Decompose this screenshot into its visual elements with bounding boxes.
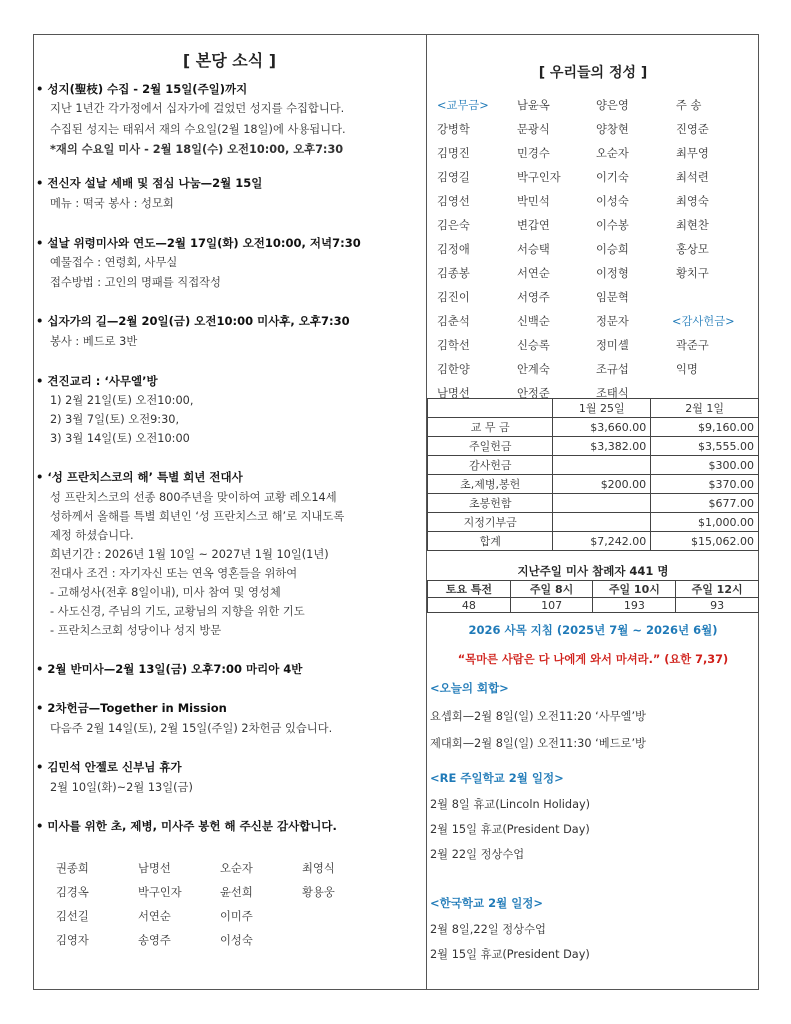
contributor-name: 민경수 xyxy=(517,147,550,160)
table-row xyxy=(428,437,759,456)
re-schedule-line: 2월 8일 휴교(Lincoln Holiday) xyxy=(430,798,591,811)
donor-name: 황용웅 xyxy=(302,886,335,899)
table-cell: 93 xyxy=(676,598,759,613)
news-line: 예물접수 : 연령회, 사무실 xyxy=(50,256,178,269)
contributor-name: 조태식 xyxy=(596,387,629,400)
contributor-name: 안정준 xyxy=(517,387,550,400)
contributor-name: 최현찬 xyxy=(676,219,709,232)
news-line: 제정 하셨습니다. xyxy=(50,529,134,542)
news-line: 봉사 : 베드로 3반 xyxy=(50,335,138,348)
news-line: 성하께서 올해를 특별 희년인 ‘성 프란치스코 해’로 지내도록 xyxy=(50,510,345,523)
news-line: - 사도신경, 주님의 기도, 교황님의 지향을 위한 기도 xyxy=(50,605,305,618)
offerings-title: [ 우리들의 정성 ] xyxy=(538,65,648,81)
table-header-cell: 1월 25일 xyxy=(553,399,651,418)
contributor-name: 오순자 xyxy=(596,147,629,160)
table-cell: $7,242.00 xyxy=(553,532,651,551)
news-line: 지난 1년간 각가정에서 십자가에 걸었던 성지를 수집합니다. xyxy=(50,102,345,115)
korean-schedule-line: 2월 8일,22일 정상수업 xyxy=(430,923,546,936)
contributor-name: 조규섭 xyxy=(596,363,629,376)
donor-name: 송영주 xyxy=(138,934,171,947)
news-heading: • 전신자 설날 세배 및 점심 나눔—2월 15일 xyxy=(36,176,263,190)
donor-name: 박구인자 xyxy=(138,886,182,899)
pastoral-motto: “목마른 사람은 다 나에게 와서 마셔라.” (요한 7,37) xyxy=(457,653,729,666)
contributor-name: 최석련 xyxy=(676,171,709,184)
news-line: 접수방법 : 고인의 명패를 직접작성 xyxy=(50,276,221,289)
news-heading: • 설날 위령미사와 연도—2월 17일(화) 오전10:00, 저녁7:30 xyxy=(36,236,361,250)
table-row xyxy=(428,494,759,513)
contributor-name: 김한양 xyxy=(437,363,470,376)
news-heading: • 견진교리 : ‘사무엘’방 xyxy=(36,374,158,388)
table-cell: $677.00 xyxy=(651,494,759,513)
contributor-name: 김명진 xyxy=(437,147,470,160)
news-line: - 프란치스코회 성당이나 성지 방문 xyxy=(50,624,222,637)
pastoral-guideline-title: 2026 사목 지침 (2025년 7월 ~ 2026년 6월) xyxy=(468,623,718,637)
table-cell: $3,555.00 xyxy=(651,437,759,456)
donor-name: 이성숙 xyxy=(220,934,253,947)
contributor-name: 이기숙 xyxy=(596,171,629,184)
contributor-name: 안계숙 xyxy=(517,363,550,376)
contributor-name: 김영길 xyxy=(437,171,470,184)
news-line: 1) 2월 21일(토) 오전10:00, xyxy=(50,394,194,407)
table-header-cell: 토요 특전 xyxy=(428,581,511,598)
contributor-name: 김진이 xyxy=(437,291,470,304)
table-cell: $15,062.00 xyxy=(651,532,759,551)
table-row xyxy=(428,456,759,475)
donor-name: 남명선 xyxy=(138,862,171,875)
news-heading: • 미사를 위한 초, 제병, 미사주 봉헌 해 주신분 감사합니다. xyxy=(36,819,337,833)
contributor-name: 서연순 xyxy=(517,267,550,280)
news-line: 수집된 성지는 태워서 재의 수요일(2월 18일)에 사용됩니다. xyxy=(50,123,346,136)
meeting-line: 제대회—2월 8일(일) 오전11:30 ‘베드로’방 xyxy=(430,737,646,750)
table-cell xyxy=(553,513,651,532)
table-row xyxy=(428,598,759,613)
table-cell: 주일헌금 xyxy=(428,437,553,456)
table-header-cell: 주일 8시 xyxy=(510,581,593,598)
news-line: 희년기간 : 2026년 1월 10일 ~ 2027년 1월 10일(1년) xyxy=(50,548,329,561)
contributor-name: 양창현 xyxy=(596,123,629,136)
table-header-cell: 주일 10시 xyxy=(593,581,676,598)
table-cell xyxy=(553,494,651,513)
table-cell: $200.00 xyxy=(553,475,651,494)
contributor-name: 강병학 xyxy=(437,123,470,136)
contributor-name: 이승희 xyxy=(596,243,629,256)
contributor-name: 이성숙 xyxy=(596,195,629,208)
parish-news-title: [ 본당 소식 ] xyxy=(182,51,277,70)
offering-table xyxy=(427,398,759,551)
donor-name: 김경옥 xyxy=(56,886,89,899)
news-line: 3) 3월 14일(토) 오전10:00 xyxy=(50,432,190,445)
contributor-name: 이정형 xyxy=(596,267,629,280)
contributor-name: 양은영 xyxy=(596,99,629,112)
table-cell: 48 xyxy=(428,598,511,613)
table-cell: $3,660.00 xyxy=(553,418,651,437)
contributor-name: 김춘석 xyxy=(437,315,470,328)
contributor-name: 익명 xyxy=(676,363,698,376)
news-heading: • 십자가의 길—2월 20일(금) 오전10:00 미사후, 오후7:30 xyxy=(36,314,350,328)
table-total-row xyxy=(428,532,759,551)
table-header-cell: 주일 12시 xyxy=(676,581,759,598)
table-header-cell xyxy=(428,399,553,418)
donor-name: 오순자 xyxy=(220,862,253,875)
table-cell: 교 무 금 xyxy=(428,418,553,437)
contributor-name: 남명선 xyxy=(437,387,470,400)
contributor-name: 신백순 xyxy=(517,315,550,328)
contributor-name: 주 송 xyxy=(676,99,702,112)
news-line: 2) 3월 7일(토) 오전9:30, xyxy=(50,413,180,426)
table-cell: $9,160.00 xyxy=(651,418,759,437)
table-cell: $300.00 xyxy=(651,456,759,475)
table-cell: 초봉헌함 xyxy=(428,494,553,513)
contributor-name: 문광식 xyxy=(517,123,550,136)
korean-schedule-line: 2월 15일 휴교(President Day) xyxy=(430,948,590,961)
table-cell: 107 xyxy=(510,598,593,613)
donor-name: 최영식 xyxy=(302,862,335,875)
meetings-heading: <오늘의 회합> xyxy=(430,681,509,695)
donor-name: 김선길 xyxy=(56,910,89,923)
contributor-name: 김학선 xyxy=(437,339,470,352)
news-heading: • 김민석 안젤로 신부님 휴가 xyxy=(36,760,182,774)
table-cell: 지정기부금 xyxy=(428,513,553,532)
korean-school-heading: <한국학교 2월 일정> xyxy=(430,896,544,910)
contributor-name: 진영준 xyxy=(676,123,709,136)
contributor-name: 최영숙 xyxy=(676,195,709,208)
news-heading: • 2차헌금—Together in Mission xyxy=(36,701,227,715)
re-school-heading: <RE 주일학교 2월 일정> xyxy=(430,771,564,785)
contributor-name: 서승택 xyxy=(517,243,550,256)
donor-name: 김영자 xyxy=(56,934,89,947)
attendance-table xyxy=(427,580,759,613)
contributor-name: 최무영 xyxy=(676,147,709,160)
contributor-name: 정미셸 xyxy=(596,339,629,352)
contributor-name: 임문혁 xyxy=(596,291,629,304)
table-cell: $3,382.00 xyxy=(553,437,651,456)
table-cell: $1,000.00 xyxy=(651,513,759,532)
re-schedule-line: 2월 22일 정상수업 xyxy=(430,848,525,861)
meeting-line: 요셉회—2월 8일(일) 오전11:20 ‘사무엘’방 xyxy=(430,710,646,723)
news-line: - 고해성사(전후 8일이내), 미사 참여 및 영성체 xyxy=(50,586,281,599)
category-label-thanksgiving: <감사헌금> xyxy=(672,315,735,328)
donor-name: 권종희 xyxy=(56,862,89,875)
contributor-name: 김종봉 xyxy=(437,267,470,280)
news-line: 전대사 조건 : 자기자신 또는 연옥 영혼들을 위하여 xyxy=(50,567,298,580)
news-heading: • 2월 반미사—2월 13일(금) 오후7:00 마리아 4반 xyxy=(36,662,303,676)
contributor-name: 서영주 xyxy=(517,291,550,304)
attendance-title: 지난주일 미사 참례자 441 명 xyxy=(517,564,669,578)
table-cell: 감사헌금 xyxy=(428,456,553,475)
news-heading: • ‘성 프란치스코의 해’ 특별 희년 전대사 xyxy=(36,470,243,484)
contributor-name: 홍상모 xyxy=(676,243,709,256)
table-header-row xyxy=(428,581,759,598)
table-cell xyxy=(553,456,651,475)
contributor-name: 곽준구 xyxy=(676,339,709,352)
contributor-name: 남윤옥 xyxy=(517,99,550,112)
donor-name: 윤선희 xyxy=(220,886,253,899)
category-label-tithe: <교무금> xyxy=(437,99,489,112)
news-line: 2월 10일(화)~2월 13일(금) xyxy=(50,781,193,794)
contributor-name: 김정애 xyxy=(437,243,470,256)
contributor-name: 김영선 xyxy=(437,195,470,208)
contributor-name: 박구인자 xyxy=(517,171,561,184)
table-row xyxy=(428,475,759,494)
contributor-name: 이수봉 xyxy=(596,219,629,232)
re-schedule-line: 2월 15일 휴교(President Day) xyxy=(430,823,590,836)
table-cell: 193 xyxy=(593,598,676,613)
table-row xyxy=(428,513,759,532)
donor-name: 이미주 xyxy=(220,910,253,923)
donor-name: 서연순 xyxy=(138,910,171,923)
table-row xyxy=(428,418,759,437)
contributor-name: 변갑연 xyxy=(517,219,550,232)
table-header-row xyxy=(428,399,759,418)
table-cell: 합계 xyxy=(428,532,553,551)
table-header-cell: 2월 1일 xyxy=(651,399,759,418)
news-line: *재의 수요일 미사 - 2월 18일(수) 오전10:00, 오후7:30 xyxy=(50,143,344,156)
contributor-name: 신승록 xyxy=(517,339,550,352)
contributor-name: 박민석 xyxy=(517,195,550,208)
contributor-name: 정문자 xyxy=(596,315,629,328)
contributor-name: 김은숙 xyxy=(437,219,470,232)
table-cell: 초,제병,봉헌 xyxy=(428,475,553,494)
news-line: 성 프란치스코의 선종 800주년을 맞이하여 교황 레오14세 xyxy=(50,491,337,504)
news-line: 다음주 2월 14일(토), 2월 15일(주일) 2차헌금 있습니다. xyxy=(50,722,333,735)
table-cell: $370.00 xyxy=(651,475,759,494)
news-heading: • 성지(聖枝) 수집 - 2월 15일(주일)까지 xyxy=(36,82,248,96)
contributor-name: 황치구 xyxy=(676,267,709,280)
news-line: 메뉴 : 떡국 봉사 : 성모회 xyxy=(50,197,174,210)
